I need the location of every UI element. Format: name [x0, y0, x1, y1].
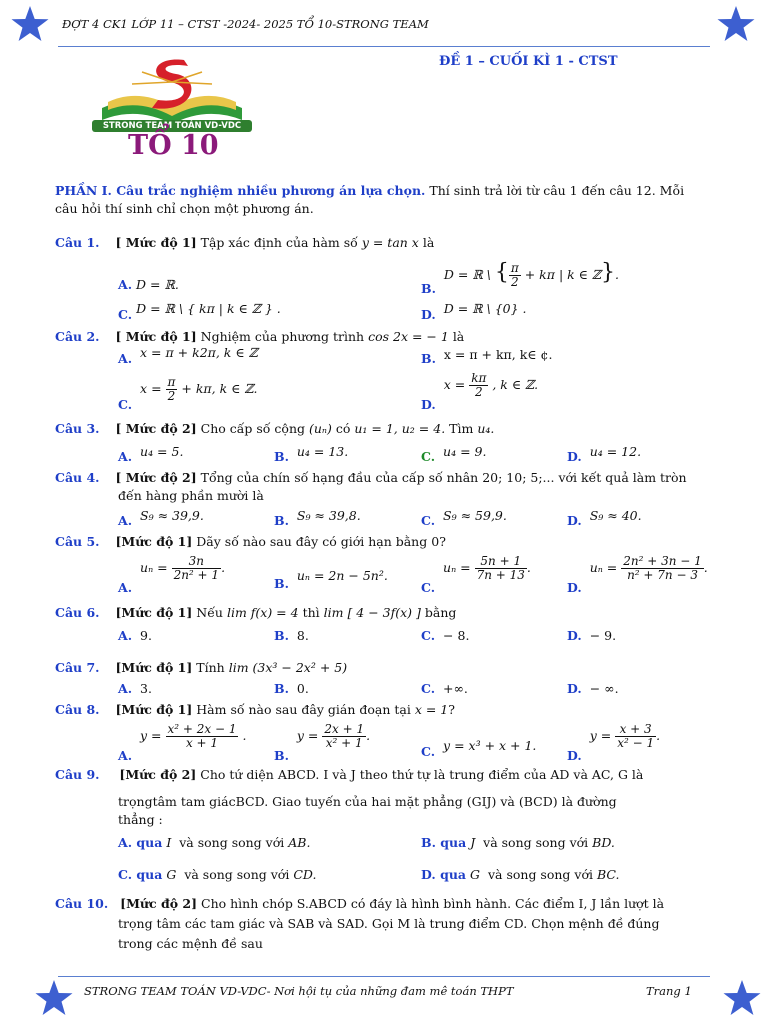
question-text: Cho tứ diện [200, 767, 274, 782]
option-math: 8. [296, 628, 309, 643]
logo-banner: STRONG TEAM TOÁN VD-VDC [92, 120, 252, 132]
question-level: [Mức độ 1] [115, 534, 193, 549]
option-math: u₄ = 9. [443, 444, 487, 459]
question-number: Câu 1. [55, 235, 100, 250]
question-9-line3: thẳng : [118, 812, 163, 827]
question-3 [55, 420, 494, 437]
option-d[interactable]: D. − ∞. [567, 681, 619, 696]
option-d[interactable]: D. S₉ ≈ 40. [567, 508, 642, 528]
question-1 [55, 234, 434, 251]
question-level: [Mức độ 2] [119, 767, 197, 782]
option-b[interactable]: B. D = ℝ \ { $\frac{\pi}{2}$ + kπ | k ∈ ℤ}. [421, 260, 620, 296]
star-icon [10, 4, 50, 44]
question-tail: bằng [424, 605, 457, 620]
option-math: S₉ ≈ 39,8. [296, 508, 361, 523]
question-level: [ Mức độ 2] [115, 470, 197, 485]
question-text: Nghiệm của phương trình [200, 329, 365, 344]
option-math: uₙ = $\frac{5n + 1}{7n + 13}$ . [443, 554, 531, 582]
question-level: [Mức độ 1] [115, 702, 193, 717]
star-icon [722, 978, 762, 1018]
question-9-line2: trọngtâm tam giácBCD. Giao tuyến của hai mặt phẳng (GIJ) và (BCD) là đường [118, 794, 617, 809]
option-a[interactable]: A. x = π + k2π, k ∈ ℤ [118, 345, 258, 366]
question-level: [Mức độ 1] [115, 660, 193, 675]
option-math: y = $\frac{2x + 1}{\text{x² + 1}}$ . [296, 722, 371, 750]
question-math: 20; 10; 5;... [482, 470, 555, 485]
option-b[interactable]: B. 0. [274, 681, 309, 696]
option-a[interactable]: A. u₄ = 5. [118, 444, 184, 464]
question-number: Câu 2. [55, 329, 100, 344]
question-10-line2: trọng tâm các tam giác và SAB và SAD. Gọi M là trung điểm CD. Chọn mệnh đề đúng [118, 916, 660, 931]
option-b[interactable]: B. u₄ = 13. [274, 444, 349, 464]
option-math: y = x³ + x + 1. [443, 738, 537, 753]
question-math: u₄. [477, 421, 495, 436]
option-math: D = ℝ \ { kπ | k ∈ ℤ } . [136, 301, 281, 316]
option-math: S₉ ≈ 59,9. [443, 508, 507, 523]
option-math: S₉ ≈ 40. [589, 508, 642, 523]
question-text: có [335, 421, 351, 436]
question-8: Câu 8. [Mức độ 1] Hàm số nào sau đây gián đoạn tại x = 1? [55, 702, 455, 717]
option-d[interactable]: D. uₙ = $\frac{\text{2n² + 3n − 1}}{\text{n² + 7n − 3}}$ . [567, 554, 708, 595]
option-d[interactable]: D. − 9. [567, 628, 617, 643]
question-9 [55, 766, 715, 783]
option-math: x = $\frac{k\pi}{2}$ , k ∈ ℤ. [443, 371, 539, 399]
option-b[interactable]: B. qua J và song song với BD. [421, 835, 615, 850]
option-b[interactable]: B. y = $\frac{2x + 1}{\text{x² + 1}}$ . [274, 722, 371, 763]
option-math: x = π + k2π, k ∈ ℤ [140, 345, 258, 360]
footer-divider [58, 976, 710, 977]
option-c[interactable]: C. +∞. [421, 681, 468, 696]
question-number: Câu 8. [55, 702, 100, 717]
question-tail: Tìm [449, 421, 474, 436]
option-math: D = ℝ \ {0} . [443, 301, 527, 316]
option-math: S₉ ≈ 39,9. [140, 508, 204, 523]
question-2 [55, 328, 464, 345]
question-text: thì [302, 605, 320, 620]
option-d[interactable]: D. x = $\frac{k\pi}{2}$ , k ∈ ℤ. [421, 371, 539, 412]
option-math: y = $\frac{x + 3}{\text{x² − 1}}$ . [589, 722, 661, 750]
option-d[interactable]: D. D = ℝ \ {0} . [421, 301, 527, 322]
option-math: D = ℝ. [136, 277, 179, 292]
question-math: u₁ = 1, u₂ = 4. [354, 421, 446, 436]
question-math: x = 1 [414, 702, 449, 717]
question-level: [ Mức độ 2] [115, 421, 197, 436]
question-10-line3: trong các mệnh đề sau [118, 936, 263, 951]
question-math: lim [ 4 − 3f(x) ] [323, 605, 421, 620]
question-4-line2: đến hàng phần mười là [118, 488, 264, 503]
page-number: Trang 1 [646, 984, 692, 998]
question-math: lim f(x) = 4 [226, 605, 299, 620]
option-c[interactable]: C. uₙ = $\frac{5n + 1}{7n + 13}$ . [421, 554, 531, 595]
option-math: − ∞. [589, 681, 619, 696]
option-math: uₙ = $\frac{3n}{\text{2n² + 1}}$ . [140, 554, 226, 582]
part-instruction: Thí sinh trả lời từ câu 1 đến câu 12. Mỗi [429, 183, 685, 198]
option-b[interactable]: B. S₉ ≈ 39,8. [274, 508, 361, 528]
question-level: [ Mức độ 1] [115, 329, 197, 344]
option-c[interactable]: C. u₄ = 9. [421, 444, 487, 464]
page-header: ĐỢT 4 CK1 LỚP 11 – CTST -2024- 2025 TỔ 10-STRONG TEAM [62, 17, 429, 31]
option-math: y = $\frac{\text{x² + 2x − 1}}{x + 1}$ . [140, 722, 247, 750]
option-b[interactable]: B. x = π + kπ, k∈ ¢. [421, 347, 553, 366]
option-c[interactable]: C. S₉ ≈ 59,9. [421, 508, 507, 528]
header-divider [58, 46, 710, 47]
option-d[interactable]: D. u₄ = 12. [567, 444, 642, 464]
question-number: Câu 5. [55, 534, 100, 549]
option-math: x = π + kπ, k∈ ¢. [443, 347, 553, 362]
question-math: 0 [431, 534, 440, 549]
option-d[interactable]: D. y = $\frac{x + 3}{\text{x² − 1}}$ . [567, 722, 661, 763]
option-math: 9. [140, 628, 152, 643]
option-math: +∞. [443, 681, 468, 696]
footer-left: STRONG TEAM TOÁN VD-VDC- Nơi hội tụ của những đam mê toán THPT [84, 984, 514, 998]
option-math: − 9. [589, 628, 617, 643]
question-6 [55, 604, 456, 621]
option-c[interactable]: C. − 8. [421, 628, 470, 643]
option-math: − 8. [443, 628, 470, 643]
part-title: PHẦN I. Câu trắc nghiệm nhiều phương án lựa chọn. [55, 183, 426, 198]
question-text: Nếu [196, 605, 223, 620]
question-text: ABCD. I và J theo thứ tự là trung điểm của AD và AC, G là [277, 767, 644, 782]
option-math: x = $\frac{\pi}{2}$ + kπ, k ∈ ℤ. [140, 375, 258, 403]
option-c[interactable]: C. y = x³ + x + 1. [421, 738, 537, 759]
option-c[interactable]: C. D = ℝ \ { kπ | k ∈ ℤ } . [118, 301, 281, 322]
question-text: Cho hình chóp S.ABCD có đáy là hình bình hành. Các điểm I, J lần lượt là [201, 896, 665, 911]
question-number: Câu 7. [55, 660, 100, 675]
option-math: 3. [140, 681, 152, 696]
option-math: u₄ = 12. [589, 444, 642, 459]
option-a[interactable]: A. D = ℝ. [118, 277, 179, 292]
star-icon [34, 978, 74, 1018]
question-math: lim (3x³ − 2x² + 5) [228, 660, 348, 675]
question-text: Dãy số nào sau đây có giới hạn bằng [196, 534, 428, 549]
question-tail: là [452, 329, 465, 344]
star-icon [716, 4, 756, 44]
question-number: Câu 4. [55, 470, 100, 485]
question-number: Câu 9. [55, 767, 100, 782]
question-4 [55, 469, 715, 486]
logo [92, 52, 252, 162]
option-math: u₄ = 5. [140, 444, 184, 459]
question-text: Hàm số nào sau đây gián đoạn tại [196, 702, 411, 717]
question-5: Câu 5. [Mức độ 1] Dãy số nào sau đây có giới hạn bằng 0? [55, 534, 446, 549]
option-a[interactable]: A. uₙ = $\frac{3n}{\text{2n² + 1}}$ . [118, 554, 226, 595]
question-math: (uₙ) [309, 421, 332, 436]
option-b[interactable]: B. 8. [274, 628, 309, 643]
part-heading [55, 182, 715, 199]
question-math: cos 2x = − 1 [368, 329, 449, 344]
option-d[interactable]: D. qua G và song song với BC. [421, 867, 620, 882]
question-tail: với kết quả làm tròn [558, 470, 687, 485]
question-number: Câu 3. [55, 421, 100, 436]
option-math: D = ℝ \ { $\frac{\pi}{2}$ + kπ | k ∈ ℤ}. [443, 260, 620, 289]
question-text: Tính [196, 660, 225, 675]
part-instruction-2: câu hỏi thí sinh chỉ chọn một phương án. [55, 201, 314, 216]
question-text: Cho cấp số cộng [200, 421, 306, 436]
question-text: Tập xác định của hàm số [200, 235, 358, 250]
question-7 [55, 659, 347, 676]
option-c[interactable]: C. x = $\frac{\pi}{2}$ + kπ, k ∈ ℤ. [118, 375, 258, 412]
option-a[interactable]: A. 3. [118, 681, 152, 696]
option-c[interactable]: C. qua G và song song với CD. [118, 867, 317, 882]
option-math: u₄ = 13. [296, 444, 349, 459]
option-math: uₙ = $\frac{\text{2n² + 3n − 1}}{\text{n² + 7n − 3}}$ . [589, 554, 708, 582]
question-text: Tổng của chín số hạng đầu của cấp số nhân [200, 470, 479, 485]
question-number: Câu 6. [55, 605, 100, 620]
option-a[interactable]: A. S₉ ≈ 39,9. [118, 508, 204, 528]
logo-group: TỔ 10 [128, 130, 219, 161]
option-math: 0. [296, 681, 309, 696]
question-level: [ Mức độ 1] [115, 235, 197, 250]
option-math: uₙ = 2n − 5n². [296, 568, 388, 583]
option-a[interactable]: A. qua I và song song với AB. [118, 835, 311, 850]
option-a[interactable]: A. y = $\frac{\text{x² + 2x − 1}}{x + 1}$ . [118, 722, 247, 763]
question-tail: là [422, 235, 435, 250]
exam-title: ĐỀ 1 – CUỐI KÌ 1 - CTST [439, 54, 618, 69]
option-a[interactable]: A. 9. [118, 628, 152, 643]
question-10 [55, 895, 715, 912]
question-math: y = tan x [361, 235, 419, 250]
question-level: [Mức độ 1] [115, 605, 193, 620]
option-b[interactable]: B. uₙ = 2n − 5n². [274, 568, 388, 591]
question-level: [Mức độ 2] [120, 896, 198, 911]
question-number: Câu 10. [55, 896, 109, 911]
